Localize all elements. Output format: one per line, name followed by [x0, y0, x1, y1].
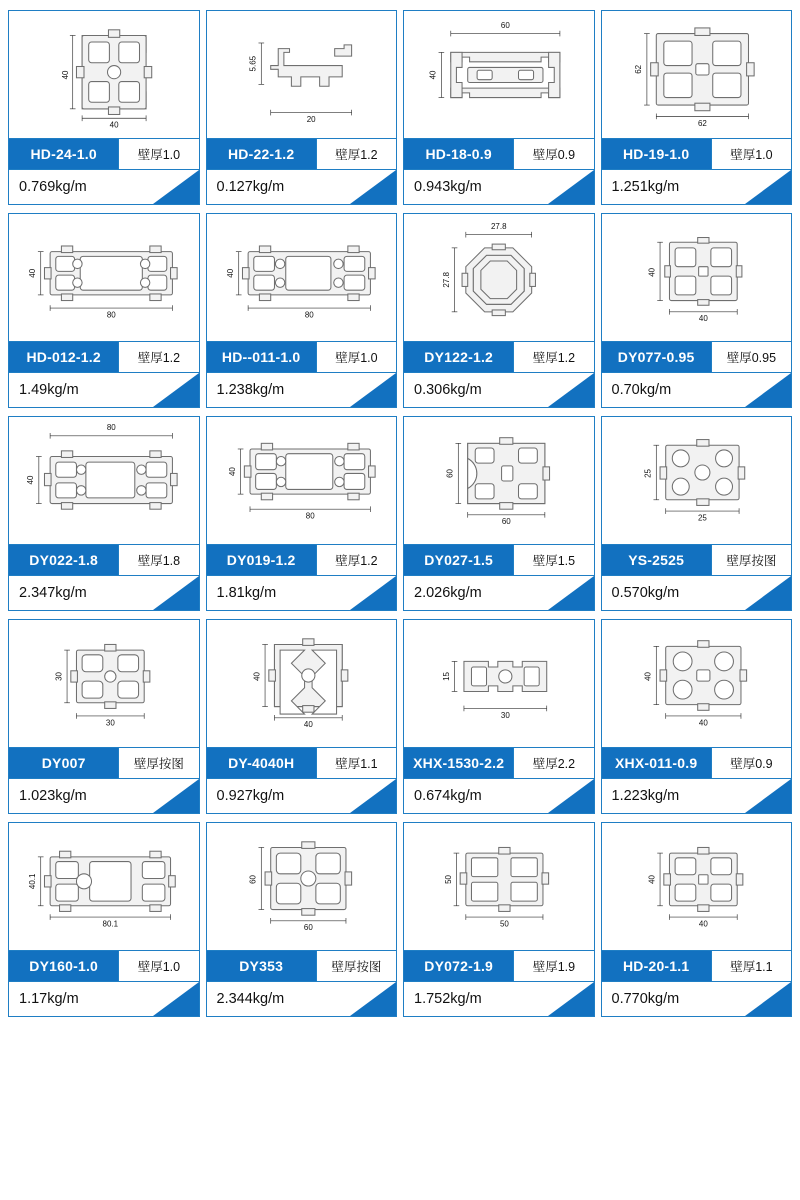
corner-slash-decoration — [548, 779, 594, 813]
dim-width-label: 80 — [106, 423, 116, 433]
profile-figure — [602, 214, 792, 341]
profile-card[interactable] — [601, 416, 793, 611]
profile-name-row — [9, 544, 199, 575]
profile-figure — [404, 11, 594, 138]
profile-weight-row — [404, 778, 594, 813]
dim-width-label: 80 — [305, 511, 315, 521]
profile-weight-row — [207, 575, 397, 610]
profile-card[interactable] — [206, 213, 398, 408]
profile-name-row — [9, 950, 199, 981]
profile-thickness: 壁厚1.2 — [316, 545, 396, 575]
profile-weight-row — [602, 575, 792, 610]
dim-width-label: 30 — [105, 718, 115, 728]
profile-thickness: 壁厚按图 — [118, 748, 198, 778]
profile-name-row — [404, 747, 594, 778]
corner-slash-decoration — [153, 170, 199, 204]
profile-figure — [602, 620, 792, 747]
dim-width-label: 80 — [106, 310, 116, 320]
profile-name-row — [404, 950, 594, 981]
profile-weight: 0.769kg/m — [19, 179, 87, 195]
dim-width-label: 27.8 — [490, 222, 507, 232]
profile-thickness: 壁厚2.2 — [513, 748, 593, 778]
profile-name-row — [602, 747, 792, 778]
profile-name-row — [602, 950, 792, 981]
profile-figure — [9, 620, 199, 747]
profile-thickness: 壁厚0.9 — [513, 139, 593, 169]
profile-name: HD-24-1.0 — [9, 139, 118, 169]
dim-width-label: 20 — [306, 115, 316, 125]
profile-figure — [404, 214, 594, 341]
dim-width-label: 40 — [303, 720, 313, 730]
profile-figure — [9, 11, 199, 138]
corner-slash-decoration — [350, 982, 396, 1016]
profile-name: HD-012-1.2 — [9, 342, 118, 372]
profile-card[interactable] — [206, 416, 398, 611]
profile-figure — [602, 417, 792, 544]
profile-thickness: 壁厚1.0 — [118, 951, 198, 981]
profile-name-row — [602, 341, 792, 372]
profile-thickness: 壁厚1.9 — [513, 951, 593, 981]
dim-height-label: 30 — [54, 671, 64, 681]
dim-height-label: 5.65 — [248, 55, 258, 72]
dim-width-label: 30 — [500, 710, 510, 720]
profile-card[interactable] — [601, 10, 793, 205]
dim-width-label: 60 — [501, 517, 511, 527]
profile-weight-row — [207, 169, 397, 204]
profile-name-row — [207, 138, 397, 169]
profile-card[interactable] — [403, 10, 595, 205]
profile-card[interactable] — [8, 822, 200, 1017]
corner-slash-decoration — [745, 982, 791, 1016]
dim-width-label: 40 — [698, 718, 708, 728]
profile-name: HD-20-1.1 — [602, 951, 711, 981]
dim-width-label: 40 — [698, 919, 708, 929]
profile-weight: 2.347kg/m — [19, 585, 87, 601]
dim-width-label: 25 — [697, 513, 707, 523]
corner-slash-decoration — [350, 373, 396, 407]
profile-card[interactable] — [403, 619, 595, 814]
profile-thickness: 壁厚1.2 — [513, 342, 593, 372]
dim-width-label: 62 — [697, 118, 707, 128]
profile-weight: 0.770kg/m — [611, 991, 680, 1007]
profile-name: HD--011-1.0 — [207, 342, 316, 372]
profile-figure — [9, 417, 199, 544]
profile-name: DY022-1.8 — [9, 545, 118, 575]
profile-card[interactable] — [8, 416, 200, 611]
profile-name: HD-22-1.2 — [207, 139, 316, 169]
corner-slash-decoration — [548, 576, 594, 610]
profile-weight: 1.223kg/m — [611, 788, 680, 804]
profile-name-row — [9, 747, 199, 778]
profile-figure — [404, 823, 594, 950]
corner-slash-decoration — [745, 779, 791, 813]
profile-weight: 1.023kg/m — [19, 788, 87, 804]
corner-slash-decoration — [350, 779, 396, 813]
dim-height-label: 40 — [428, 70, 438, 80]
profile-figure — [9, 214, 199, 341]
dim-height-label: 40 — [225, 268, 235, 278]
profile-name: DY353 — [207, 951, 316, 981]
dim-height-label: 60 — [445, 468, 455, 478]
profile-weight-row — [9, 778, 199, 813]
profile-figure — [404, 620, 594, 747]
profile-name: HD-19-1.0 — [602, 139, 711, 169]
dim-height-label: 40 — [26, 475, 36, 485]
profile-card[interactable] — [8, 10, 200, 205]
corner-slash-decoration — [745, 576, 791, 610]
profile-name-row — [207, 544, 397, 575]
profile-name: DY-4040H — [207, 748, 316, 778]
corner-slash-decoration — [153, 779, 199, 813]
dim-width-label: 60 — [500, 20, 510, 30]
profile-weight-row — [602, 981, 792, 1016]
dim-width-label: 40 — [698, 314, 708, 324]
profile-weight-row — [602, 778, 792, 813]
profile-card[interactable] — [8, 619, 200, 814]
corner-slash-decoration — [548, 982, 594, 1016]
profile-weight-row — [9, 169, 199, 204]
profile-weight: 0.943kg/m — [414, 179, 482, 195]
profile-weight-row — [207, 778, 397, 813]
dim-height-label: 40 — [251, 671, 261, 681]
profile-name-row — [404, 341, 594, 372]
dim-height-label: 40.1 — [28, 873, 38, 890]
dim-height-label: 25 — [643, 468, 653, 478]
profile-figure — [602, 823, 792, 950]
dim-height-label: 40 — [646, 267, 656, 277]
dim-width-label: 80 — [304, 310, 314, 320]
corner-slash-decoration — [745, 170, 791, 204]
profile-thickness: 壁厚1.2 — [316, 139, 396, 169]
dim-height-label: 40 — [646, 874, 656, 884]
profile-thickness: 壁厚1.5 — [513, 545, 593, 575]
profile-weight-row — [207, 372, 397, 407]
profile-card[interactable] — [601, 213, 793, 408]
profile-thickness: 壁厚0.9 — [711, 748, 791, 778]
profile-figure — [404, 417, 594, 544]
profile-name: YS-2525 — [602, 545, 711, 575]
profile-weight: 2.026kg/m — [414, 585, 482, 601]
dim-width-label: 80.1 — [102, 919, 119, 929]
profile-thickness: 壁厚按图 — [711, 545, 791, 575]
profile-weight: 0.570kg/m — [611, 585, 680, 601]
profile-name: DY160-1.0 — [9, 951, 118, 981]
profile-card[interactable] — [206, 619, 398, 814]
profile-name: DY077-0.95 — [602, 342, 711, 372]
dim-height-label: 40 — [61, 70, 71, 80]
corner-slash-decoration — [350, 170, 396, 204]
profile-weight: 1.238kg/m — [216, 382, 285, 398]
profile-figure — [207, 214, 397, 341]
dim-width-label: 60 — [303, 923, 313, 933]
dim-height-label: 15 — [441, 671, 451, 681]
profile-weight-row — [404, 372, 594, 407]
profile-thickness: 壁厚1.2 — [118, 342, 198, 372]
dim-width-label: 50 — [499, 919, 509, 929]
profile-card[interactable] — [601, 619, 793, 814]
dim-height-label: 50 — [443, 874, 453, 884]
profile-card[interactable] — [403, 822, 595, 1017]
profile-card[interactable] — [403, 416, 595, 611]
profile-name: HD-18-0.9 — [404, 139, 513, 169]
profile-name-row — [602, 544, 792, 575]
dim-height-label: 60 — [248, 874, 258, 884]
profile-name-row — [9, 138, 199, 169]
profile-figure — [602, 11, 792, 138]
profile-name-row — [404, 544, 594, 575]
corner-slash-decoration — [548, 373, 594, 407]
profile-weight: 1.81kg/m — [216, 585, 277, 601]
profile-weight: 0.674kg/m — [414, 788, 482, 804]
profile-name-row — [602, 138, 792, 169]
profile-weight: 0.127kg/m — [216, 179, 285, 195]
profile-card[interactable] — [8, 213, 200, 408]
dim-width-label: 40 — [109, 120, 119, 130]
profile-weight-row — [404, 575, 594, 610]
profile-weight-row — [9, 981, 199, 1016]
profile-weight: 2.344kg/m — [216, 991, 285, 1007]
profile-figure — [207, 620, 397, 747]
profile-card[interactable] — [206, 822, 398, 1017]
profile-thickness: 壁厚1.0 — [711, 139, 791, 169]
profile-weight: 1.49kg/m — [19, 382, 79, 398]
profile-name: DY122-1.2 — [404, 342, 513, 372]
profile-thickness: 壁厚1.0 — [118, 139, 198, 169]
profile-figure — [207, 417, 397, 544]
profile-weight-row — [404, 169, 594, 204]
dim-height-label: 62 — [633, 64, 643, 74]
profile-figure — [207, 11, 397, 138]
profile-weight-row — [602, 372, 792, 407]
profile-thickness: 壁厚1.0 — [316, 342, 396, 372]
profile-weight: 1.251kg/m — [611, 179, 680, 195]
profile-weight: 0.927kg/m — [216, 788, 285, 804]
profile-name: DY007 — [9, 748, 118, 778]
profile-name: DY072-1.9 — [404, 951, 513, 981]
profile-name-row — [207, 341, 397, 372]
profile-weight-row — [207, 981, 397, 1016]
profile-thickness: 壁厚1.1 — [711, 951, 791, 981]
profile-card[interactable] — [403, 213, 595, 408]
profile-card[interactable] — [206, 10, 398, 205]
corner-slash-decoration — [350, 576, 396, 610]
profile-figure — [9, 823, 199, 950]
corner-slash-decoration — [153, 373, 199, 407]
profile-name: XHX-011-0.9 — [602, 748, 711, 778]
profile-thickness: 壁厚1.1 — [316, 748, 396, 778]
profile-weight: 0.306kg/m — [414, 382, 482, 398]
profile-card[interactable] — [601, 822, 793, 1017]
profile-weight-row — [9, 372, 199, 407]
profile-thickness: 壁厚1.8 — [118, 545, 198, 575]
dim-height-label: 40 — [28, 268, 38, 278]
profile-weight: 0.70kg/m — [611, 382, 672, 398]
profile-weight: 1.17kg/m — [19, 991, 79, 1007]
profile-figure — [207, 823, 397, 950]
profile-name-row — [207, 950, 397, 981]
profile-weight-row — [602, 169, 792, 204]
profile-weight-row — [404, 981, 594, 1016]
profile-name: DY027-1.5 — [404, 545, 513, 575]
dim-height-label: 27.8 — [441, 272, 451, 288]
corner-slash-decoration — [153, 982, 199, 1016]
profile-weight-row — [9, 575, 199, 610]
corner-slash-decoration — [548, 170, 594, 204]
profile-thickness: 壁厚0.95 — [711, 342, 791, 372]
dim-height-label: 40 — [643, 671, 653, 681]
corner-slash-decoration — [745, 373, 791, 407]
profile-name-row — [207, 747, 397, 778]
profile-name: XHX-1530-2.2 — [404, 748, 513, 778]
profile-thickness: 壁厚按图 — [316, 951, 396, 981]
corner-slash-decoration — [153, 576, 199, 610]
profile-name: DY019-1.2 — [207, 545, 316, 575]
dim-height-label: 40 — [227, 467, 237, 477]
profile-name-row — [404, 138, 594, 169]
profile-weight: 1.752kg/m — [414, 991, 482, 1007]
profile-name-row — [9, 341, 199, 372]
